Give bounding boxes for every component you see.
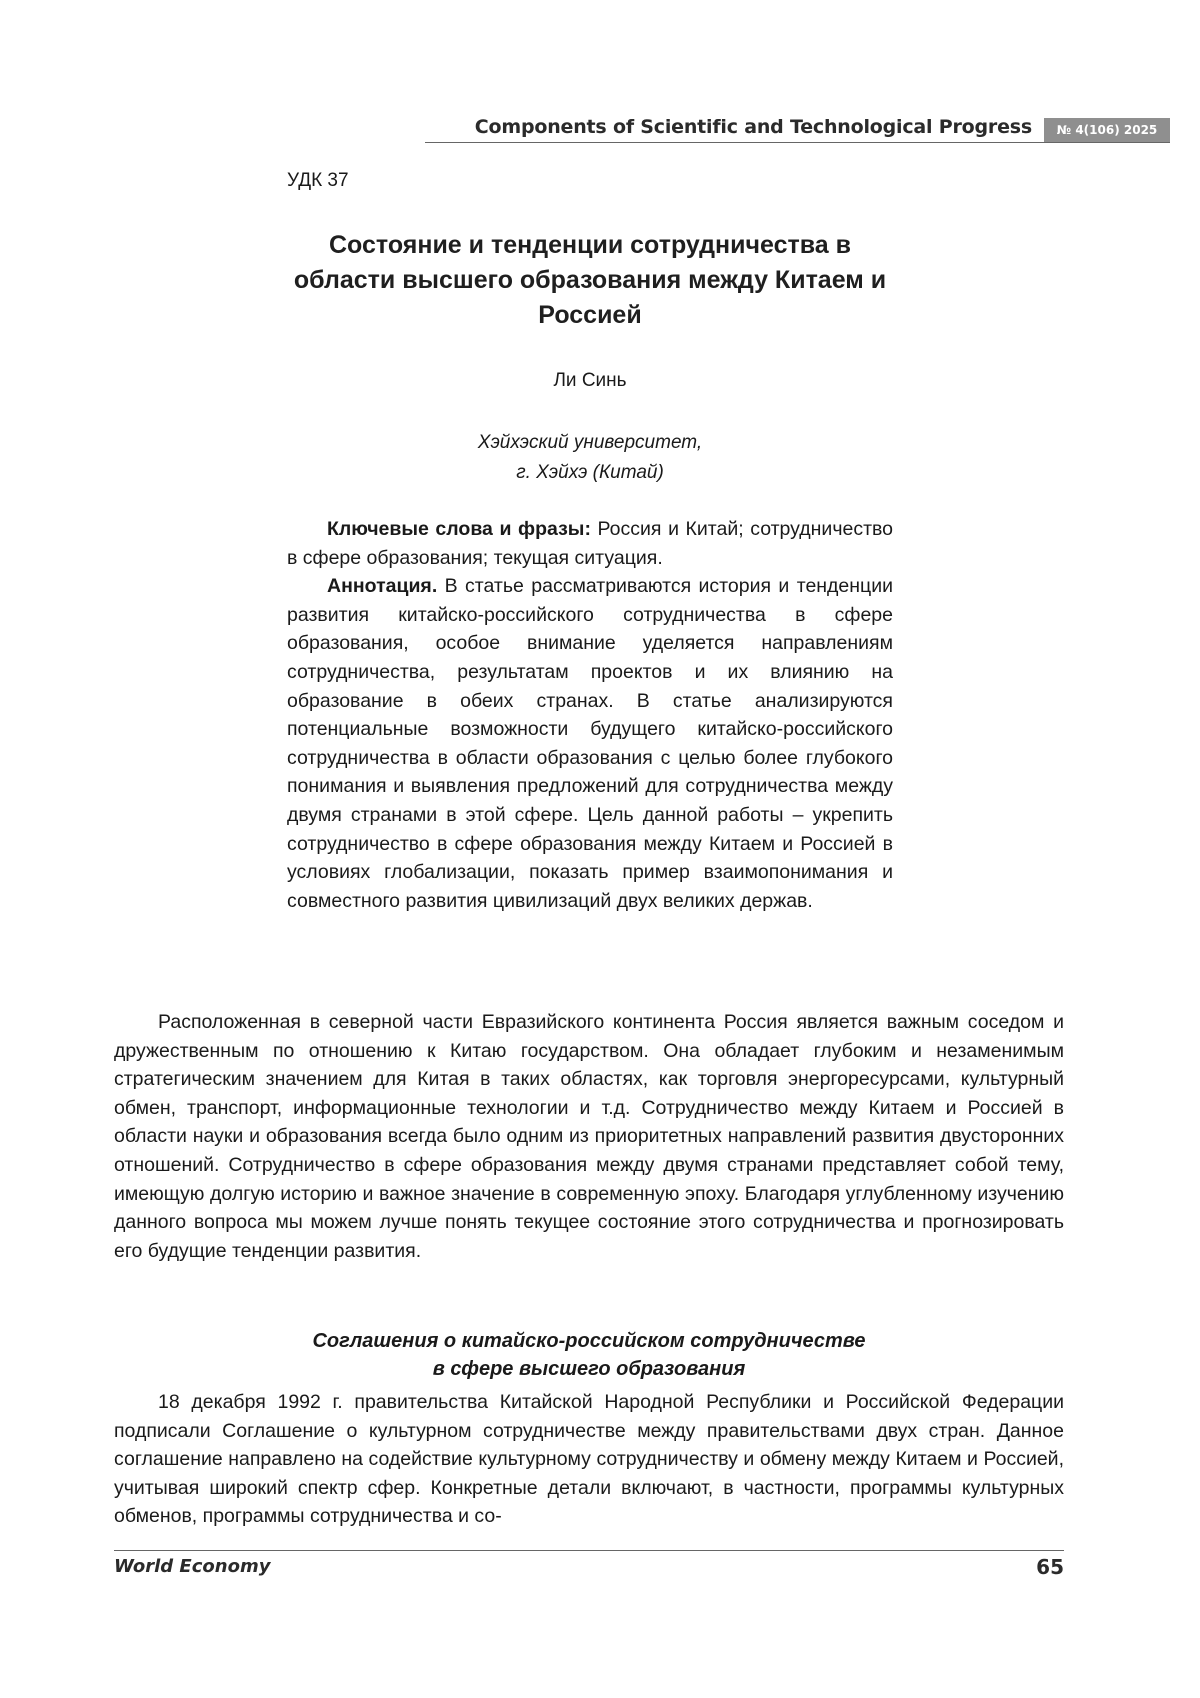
keywords-paragraph [287, 515, 893, 572]
author-name: Ли Синь [553, 370, 627, 391]
footer-section-name: World Economy [114, 1556, 271, 1577]
section-body [114, 1388, 1064, 1531]
header-rule [425, 142, 1170, 143]
page-number: 65 [1036, 1555, 1064, 1579]
affiliation [287, 428, 893, 488]
keywords-label: Ключевые слова и фразы: [327, 518, 591, 540]
section-paragraph: 18 декабря 1992 г. правительства Китайской Народной Республики и Российской Федерации подписали Соглашение о культурном сотрудничестве между правительствами двух стран. Данное соглашение направлено на содействие культурному сотрудничеству и обмену между Китаем и Россией, учитывая широкий спектр сфер. Конкретные детали включают, в частности, программы культурных обменов, программы сотрудничества и со- [114, 1391, 1064, 1528]
keywords-text: Россия и Китай; сотрудничество в сфере образования; текущая ситуация. [287, 518, 893, 569]
intro-section [114, 1008, 1064, 1265]
running-header [425, 112, 1170, 144]
section-heading-line-2: в сфере высшего образования [432, 1358, 746, 1380]
affiliation-line-1: Хэйхэский университет, [477, 432, 703, 453]
intro-paragraph: Расположенная в северной части Евразийского континента Россия является важным соседом и дружественным по отношению к Китаю государством. Она обладает глубоким и незаменимым стратегическим значением для Китая в таких областях, как торговля энергоресурсами, культурный обмен, транспорт, информационные технологии и т.д. Сотрудничество между Китаем и Россией в области науки и образования всегда было одним из приоритетных направлений развития двусторонних отношений. Сотрудничество в сфере образования между двумя странами представляет собой тему, имеющую долгую историю и важное значение в современную эпоху. Благодаря углубленному изучению данного вопроса мы можем лучше понять текущее состояние этого сотрудничества и прогнозировать его будущие тенденции развития. [114, 1011, 1064, 1262]
abstract-paragraph [287, 572, 893, 915]
journal-title: Components of Scientific and Technological Progress [474, 116, 1032, 138]
abstract-text: В статье рассматриваются история и тенденции развития китайско-российского сотрудничества в сфере образования, особое внимание уделяется направлениям сотрудничества, результатам проектов и их влиянию на образование в обеих странах. В статье анализируются потенциальные возможности будущего китайско-российского сотрудничества в области образования с целью более глубокого понимания и выявления предложений для сотрудничества между двумя странами в этой сфере. Цель данной работы – укрепить сотрудничество в сфере образования между Китаем и Россией в условиях глобализации, показать пример взаимопонимания и совместного развития цивилизаций двух великих держав. [287, 575, 893, 912]
affiliation-line-2: г. Хэйхэ (Китай) [516, 462, 664, 483]
section-heading [114, 1327, 1064, 1383]
udk-code: УДК 37 [287, 170, 349, 191]
abstract-block [287, 515, 893, 915]
footer-rule [114, 1550, 1064, 1551]
article-title: Состояние и тенденции сотрудничества в области высшего образования между Китаем и Россией [293, 231, 887, 329]
abstract-label: Аннотация. [327, 575, 438, 598]
issue-badge: № 4(106) 2025 [1044, 118, 1170, 142]
section-heading-line-1: Соглашения о китайско-российском сотрудничестве [312, 1330, 866, 1352]
